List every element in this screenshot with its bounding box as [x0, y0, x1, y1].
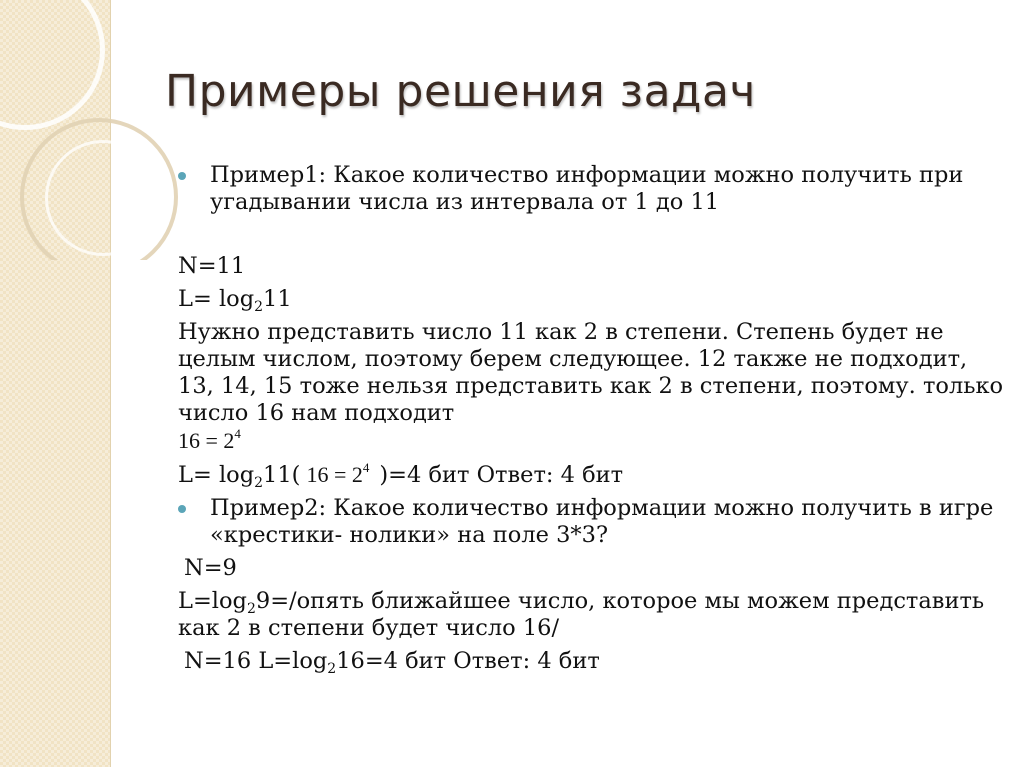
result-mid: 11( — [263, 462, 301, 488]
inline-formula-exponent: 4 — [362, 460, 370, 475]
example2-bullet — [178, 495, 1008, 549]
final-subscript: 2 — [327, 661, 337, 677]
l2-prefix: L=log — [178, 588, 247, 614]
bullet-dot-icon — [178, 172, 186, 180]
example1-n-line: N=11 — [178, 253, 246, 279]
example1-result — [178, 461, 1008, 489]
example1-explanation: Нужно представить число 11 как 2 в степени. Степень будет не целым числом, поэтому берем следующее. 12 также не подходит, 13, 14, 15 тоже нельзя представить как 2 в степени, поэтому. только число 16 нам подходит — [178, 319, 1004, 426]
final-prefix: N=16 L=log — [184, 648, 328, 674]
example2-l-line — [178, 588, 1008, 642]
decorative-rings — [0, 0, 200, 260]
result-suffix: )=4 бит Ответ: 4 бит — [379, 462, 624, 488]
l-prefix: L= log — [178, 286, 255, 312]
l2-suffix: 9=/опять ближайшее число, которое мы можем представить как 2 в степени будет число 16/ — [178, 588, 985, 641]
formula-exponent: 4 — [234, 426, 241, 441]
power-formula — [178, 427, 241, 454]
final-suffix: 16=4 бит Ответ: 4 бит — [336, 648, 600, 674]
example1-l-line — [178, 286, 1008, 313]
inline-formula-base: 16 = 2 — [306, 462, 363, 487]
l-suffix: 11 — [263, 286, 292, 312]
example1-question: Пример1: Какое количество информации можно получить при угадывании числа из интервала от 1 до 11 — [210, 162, 964, 215]
decorative-ring — [45, 140, 161, 256]
l2-subscript: 2 — [246, 601, 256, 617]
slide-title: Примеры решения задач — [165, 66, 756, 117]
result-prefix: L= log — [178, 462, 255, 488]
example2-final — [178, 648, 1008, 675]
result-subscript: 2 — [254, 475, 264, 491]
inline-power-formula — [306, 461, 369, 488]
example2-n-line: N=9 — [184, 555, 237, 581]
formula-base: 16 = 2 — [178, 428, 235, 453]
l-subscript: 2 — [254, 299, 264, 315]
example2-question: Пример2: Какое количество информации можно получить в игре «крестики- нолики» на поле 3*3? — [210, 495, 994, 548]
example1-bullet — [178, 162, 1008, 216]
decorative-ring — [0, 0, 105, 130]
example1-formula — [178, 427, 1008, 455]
bullet-dot-icon — [178, 505, 186, 513]
slide-content — [178, 162, 1008, 675]
